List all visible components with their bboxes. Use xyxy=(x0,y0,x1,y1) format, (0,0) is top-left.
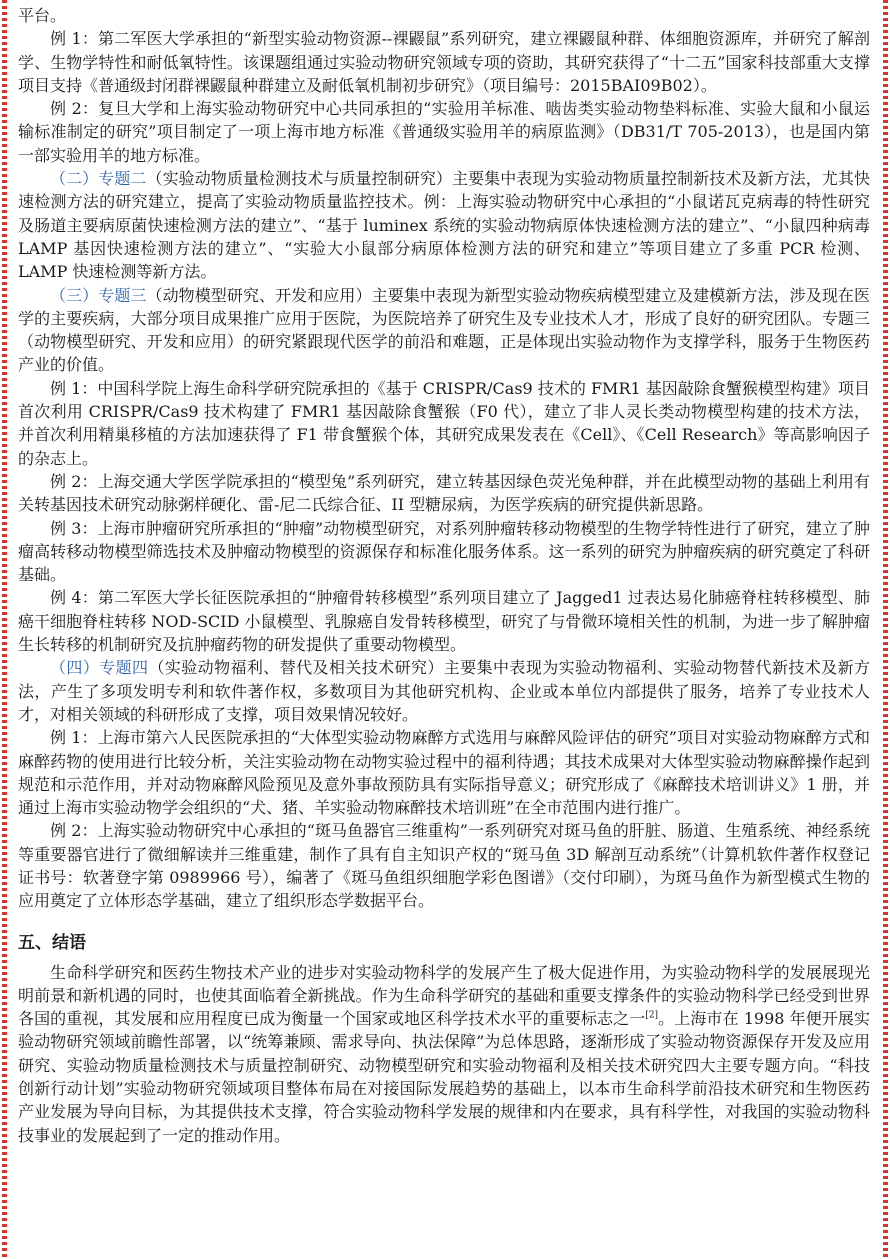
paragraph-example-2: 例 2：复旦大学和上海实验动物研究中心共同承担的“实验用羊标准、啮齿类实验动物垫料标准、实验大鼠和小鼠运输标准制定的研究”项目制定了一项上海市地方标准《普通级实验用羊的病原监测》（DB31/T 705-2013），也是国内第一部实验用羊的地方标准。 xyxy=(18,99,870,165)
topic-3-text: （动物模型研究、开发和应用）主要集中表现为新型实验动物疾病模型建立及建模新方法，涉及现在医学的主要疾病，大部分项目成果推广应用于医院，为医院培养了研究生及专业技术人才，形成了良好的研究团队。专题三（动物模型研究、开发和应用）的研究紧跟现代医学的前沿和难题，正是体现出实验动物作为支撑学科，服务于生物医药产业的价值。 xyxy=(18,285,870,375)
topic-4-example-2: 例 2：上海实验动物研究中心承担的“斑马鱼器官三维重构”一系列研究对斑马鱼的肝脏、肠道、生殖系统、神经系统等重要器官进行了微细解读并三维重建，制作了具有自主知识产权的“斑马鱼 3D 解剖互动系统”（计算机软件著作权登记证书号：软著登字第 0989966 号），编著了《斑马鱼组织细胞学彩色图谱》（交付印刷），为斑马鱼作为新型模式生物的应用奠定了立体形态学基础，建立了组织形态学数据平台。 xyxy=(18,821,870,911)
paragraph-continuation: 平台。 xyxy=(18,6,67,25)
topic-4-example-1: 例 1：上海市第六人民医院承担的“大体型实验动物麻醉方式选用与麻醉风险评估的研究”项目对实验动物麻醉方式和麻醉药物的使用进行比较分析，关注实验动物在动物实验过程中的福利待遇；其技术成果对大体型实验动物麻醉操作起到规范和示范作用，并对动物麻醉风险预见及意外事故预防具有实际指导意义；研究形成了《麻醉技术培训讲义》1 册，并通过上海市实验动物学会组织的“犬、猪、羊实验动物麻醉技术培训班”在全市范围内进行推广。 xyxy=(18,728,870,818)
topic-4-label: （四）专题四 xyxy=(50,658,149,678)
paragraph-example-1: 例 1：第二军医大学承担的“新型实验动物资源--裸鼹鼠”系列研究，建立裸鼹鼠种群、体细胞资源库，并研究了解剖学、生物学特性和耐低氧特性。该课题组通过实验动物研究领域专项的资助，其研究获得了“十二五”国家科技部重大支撑项目支持《普通级封闭群裸鼹鼠种群建立及耐低氧机制初步研究》（项目编号：2015BAI09B02）。 xyxy=(18,29,870,95)
document-page xyxy=(18,4,870,1147)
conclusion-text-part-1: 生命科学研究和医药生物技术产业的进步对实验动物科学的发展产生了极大促进作用，为实验动物科学的发展展现光明前景和新机遇的同时，也使其面临着全新挑战。作为生命科学研究的基础和重要支撑条件的实验动物科学已经受到世界各国的重视，其发展和应用程度已成为衡量一个国家或地区科学技术水平的重要标志之一 xyxy=(18,962,870,1029)
paragraph-topic-2 xyxy=(18,167,870,283)
reference-marker: [2] xyxy=(645,1010,659,1021)
topic-4-text: （实验动物福利、替代及相关技术研究）主要集中表现为实验动物福利、实验动物替代新技术及新方法，产生了多项发明专利和软件著作权，多数项目为其他研究机构、企业或本单位内部提供了服务，培养了专业技术人才，对相关领域的科研形成了支撑，项目效果情况较好。 xyxy=(18,658,870,724)
paragraph-topic-3 xyxy=(18,284,870,377)
topic-3-example-3: 例 3：上海市肿瘤研究所承担的“肿瘤”动物模型研究，对系列肿瘤转移动物模型的生物学特性进行了研究，建立了肿瘤高转移动物模型筛选技术及肿瘤动物模型的资源保存和标准化服务体系。这一系列的研究为肿瘤疾病的研究奠定了科研基础。 xyxy=(18,518,870,585)
conclusion-text-part-2: 。上海市在 1998 年便开展实验动物研究领域前瞻性部署，以“统筹兼顾、需求导向、执法保障”为总体思路，逐渐形成了实验动物资源保存开发及应用研究、实验动物质量检测技术与质量控制研究、动物模型研究和实验动物福利及相关技术研究四大主要专题方向。“科技创新行动计划”实验动物研究领域项目整体布局在对接国际发展趋势的基础上，以本市生命科学前沿技术研究和生物医药产业发展为导向目标，为其提供技术支撑，符合实验动物科学发展的规律和内在要求，具有科学性，对我国的实验动物科技事业的发展起到了一定的推动作用。 xyxy=(18,1009,870,1145)
topic-3-example-1: 例 1：中国科学院上海生命科学研究院承担的《基于 CRISPR/Cas9 技术的 FMR1 基因敲除食蟹猴模型构建》项目首次利用 CRISPR/Cas9 技术构建了 FMR1 基因敲除食蟹猴（F0 代），建立了非人灵长类动物模型构建的技术方法，并首次利用精巢移植的方法加速获得了 F1 带食蟹猴个体，其研究成果发表在《Cell》、《Cell Research》等高影响因子的杂志上。 xyxy=(18,378,870,468)
topic-3-example-4: 例 4：第二军医大学长征医院承担的“肿瘤骨转移模型”系列项目建立了 Jagged1 过表达易化肺癌脊柱转移模型、肺癌干细胞脊柱转移 NOD-SCID 小鼠模型、乳腺癌自发骨转移模型，研究了与骨微环境相关性的机制，为进一步了解肿瘤生长转移的机制研究及抗肿瘤药物的研发提供了重要动物模型。 xyxy=(18,588,870,655)
left-border-decoration xyxy=(2,0,7,1259)
paragraph-topic-4 xyxy=(18,656,870,726)
paragraph-conclusion xyxy=(18,961,870,1147)
topic-2-text: （实验动物质量检测技术与质量控制研究）主要集中表现为实验动物质量控制新技术及新方法，尤其快速检测方法的研究建立，提高了实验动物质量监控技术。例：上海实验动物研究中心承担的“小鼠诺瓦克病毒的特性研究及肠道主要病原菌快速检测方法的建立”、“基于 luminex 系统的实验动物病原体快速检测方法的建立”、“小鼠四种病毒 LAMP 基因快速检测方法的建立”、“实验大小鼠部分病原体检测方法的研究和建立”等项目建立了多重 PCR 检测、LAMP 快速检测等新方法。 xyxy=(18,169,870,282)
topic-2-label: （二）专题二 xyxy=(50,169,147,189)
topic-3-example-2: 例 2：上海交通大学医学院承担的“模型兔”系列研究，建立转基因绿色荧光兔种群，并在此模型动物的基础上利用有关转基因技术研究动脉粥样硬化、雷-尼二氏综合征、II 型糖尿病，为医学疾病的研究提供新思路。 xyxy=(18,471,870,515)
topic-3-label: （三）专题三 xyxy=(50,285,147,305)
right-border-decoration xyxy=(883,0,888,1259)
section-heading-conclusion: 五、结语 xyxy=(18,932,86,953)
